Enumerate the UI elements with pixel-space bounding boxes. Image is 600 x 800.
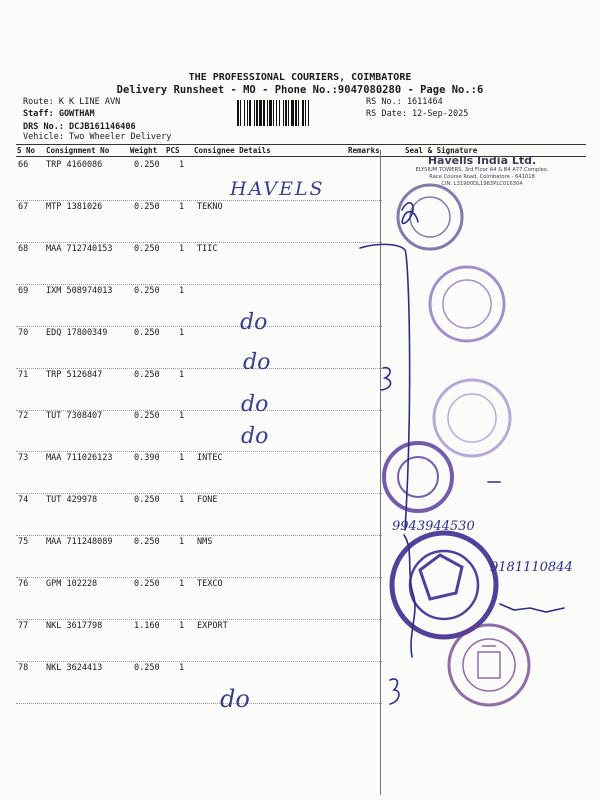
- row-sno: 71: [18, 369, 29, 380]
- seal-company: Havells India Ltd.: [427, 154, 537, 167]
- row-divider: [16, 577, 382, 578]
- table-row: [0, 411, 600, 453]
- row-weight: 1.160: [134, 620, 160, 631]
- row-weight: 0.250: [134, 201, 160, 212]
- table-row: [0, 495, 600, 537]
- row-divider: [16, 619, 382, 620]
- row-consignment-no: TUT 7308407: [46, 411, 103, 422]
- table-row: [0, 453, 600, 495]
- row-sno: 75: [18, 537, 29, 548]
- row-consignment-no: TRP 4160086: [46, 160, 103, 170]
- row-divider: [16, 703, 382, 704]
- row-consignee: EXPORT: [197, 620, 228, 631]
- row-consignee: TEXCO: [197, 579, 223, 589]
- row-weight: 0.250: [134, 662, 160, 673]
- vehicle-info: Vehicle: Two Wheeler Delivery: [23, 132, 172, 142]
- barcode-icon: [237, 100, 363, 126]
- row-consignment-no: TRP 5126847: [46, 369, 103, 380]
- row-pcs: 1: [179, 579, 185, 589]
- row-sno: 77: [18, 620, 29, 631]
- row-pcs: 1: [179, 243, 185, 254]
- row-pcs: 1: [179, 453, 185, 464]
- row-consignment-no: TUT 429978: [46, 495, 98, 506]
- handwritten-havells: HAVELS: [230, 178, 325, 200]
- table-row: [0, 202, 600, 244]
- row-divider: [16, 368, 382, 369]
- staff-info: Staff: GOWTHAM: [23, 109, 95, 119]
- row-weight: 0.250: [134, 160, 160, 170]
- row-sno: 68: [18, 243, 29, 254]
- table-row: [0, 370, 600, 412]
- row-consignment-no: MTP 1381026: [46, 201, 103, 212]
- row-pcs: 1: [179, 411, 185, 422]
- row-pcs: 1: [179, 285, 185, 296]
- row-divider: [16, 242, 382, 243]
- rs-date: RS Date: 12-Sep-2025: [366, 109, 469, 119]
- col-seal: Seal & Signature: [405, 146, 478, 155]
- row-pcs: 1: [179, 620, 185, 631]
- row-pcs: 1: [179, 201, 185, 212]
- table-row: [0, 621, 600, 663]
- ditto-mark-70: do: [240, 310, 268, 335]
- row-consignment-no: NKL 3624413: [46, 662, 103, 673]
- seal-address-1: ELYSIUM TOWERS, 3rd Floor A4 & B4 A77 Complex,: [415, 167, 549, 173]
- seal-cin: CIN: L31900DL1983PLC016304: [441, 181, 523, 187]
- company-title: THE PROFESSIONAL COURIERS, COIMBATORE: [188, 72, 412, 83]
- row-consignee: NMS: [197, 537, 213, 548]
- row-divider: [16, 661, 382, 662]
- table-row: [0, 663, 600, 705]
- row-weight: 0.250: [134, 243, 160, 254]
- runsheet-subtitle: Delivery Runsheet - MO - Phone No.:9047080280 - Page No.:6: [116, 84, 484, 96]
- row-sno: 73: [18, 453, 29, 464]
- row-sno: 69: [18, 285, 29, 296]
- ditto-mark-72: do: [241, 392, 269, 417]
- table-row: [0, 286, 600, 328]
- row-consignment-no: NKL 3617798: [46, 620, 103, 631]
- col-pcs: PCS: [166, 146, 180, 155]
- col-remarks: Remarks: [348, 146, 380, 155]
- row-consignment-no: EDQ 17800349: [46, 327, 108, 338]
- row-consignee: INTEC: [197, 453, 223, 464]
- row-sno: 66: [18, 160, 29, 170]
- row-weight: 0.250: [134, 369, 160, 380]
- row-weight: 0.250: [134, 537, 160, 548]
- row-consignment-no: MAA 711248089: [46, 537, 113, 548]
- havells-seal: [382, 150, 582, 188]
- row-sno: 74: [18, 495, 29, 506]
- route-info: Route: K K LINE AVN: [23, 97, 121, 107]
- row-consignment-no: MAA 711026123: [46, 453, 113, 464]
- ditto-mark-71: do: [243, 350, 271, 375]
- row-weight: 0.250: [134, 579, 160, 589]
- row-consignee: FONE: [197, 495, 218, 506]
- header-rule: [16, 144, 586, 145]
- row-consignment-no: IXM 508974013: [46, 285, 113, 296]
- table-row: [0, 244, 600, 286]
- row-pcs: 1: [179, 327, 185, 338]
- row-divider: [16, 410, 382, 411]
- col-consignee: Consignee Details: [194, 146, 271, 155]
- col-weight: Weight: [130, 146, 158, 155]
- row-pcs: 1: [179, 662, 185, 673]
- row-divider: [16, 200, 382, 201]
- row-sno: 70: [18, 327, 29, 338]
- row-consignee: TIIC: [197, 243, 218, 254]
- row-sno: 72: [18, 411, 29, 422]
- seal-address-2: Race Course Road, Coimbatore - 641018: [429, 174, 535, 180]
- row-consignee: TEKNO: [197, 201, 223, 212]
- row-divider: [16, 493, 382, 494]
- row-weight: 0.390: [134, 453, 160, 464]
- row-pcs: 1: [179, 537, 185, 548]
- drs-number: DRS No.: DCJB161146406: [23, 122, 136, 132]
- row-sno: 78: [18, 662, 29, 673]
- ditto-mark-73: do: [241, 424, 269, 449]
- row-weight: 0.250: [134, 495, 160, 506]
- handwritten-phone: 9943944530: [392, 519, 475, 534]
- row-sno: 67: [18, 201, 29, 212]
- row-divider: [16, 326, 382, 327]
- row-consignment-no: GPM 102228: [46, 579, 98, 589]
- handwritten-reference: 9181110844: [490, 560, 573, 575]
- row-divider: [16, 284, 382, 285]
- row-weight: 0.250: [134, 285, 160, 296]
- row-weight: 0.250: [134, 327, 160, 338]
- table-row: [0, 328, 600, 370]
- row-pcs: 1: [179, 369, 185, 380]
- row-pcs: 1: [179, 160, 185, 170]
- col-sno: S No: [17, 146, 36, 155]
- row-weight: 0.250: [134, 411, 160, 422]
- row-pcs: 1: [179, 495, 185, 506]
- rs-number: RS No.: 1611464: [366, 97, 443, 107]
- table-row: [0, 579, 600, 621]
- row-divider: [16, 535, 382, 536]
- row-sno: 76: [18, 579, 29, 589]
- col-consignment: Consignment No: [46, 146, 110, 155]
- ditto-mark-78: do: [220, 685, 250, 713]
- row-consignment-no: MAA 712740153: [46, 243, 113, 254]
- row-divider: [16, 451, 382, 452]
